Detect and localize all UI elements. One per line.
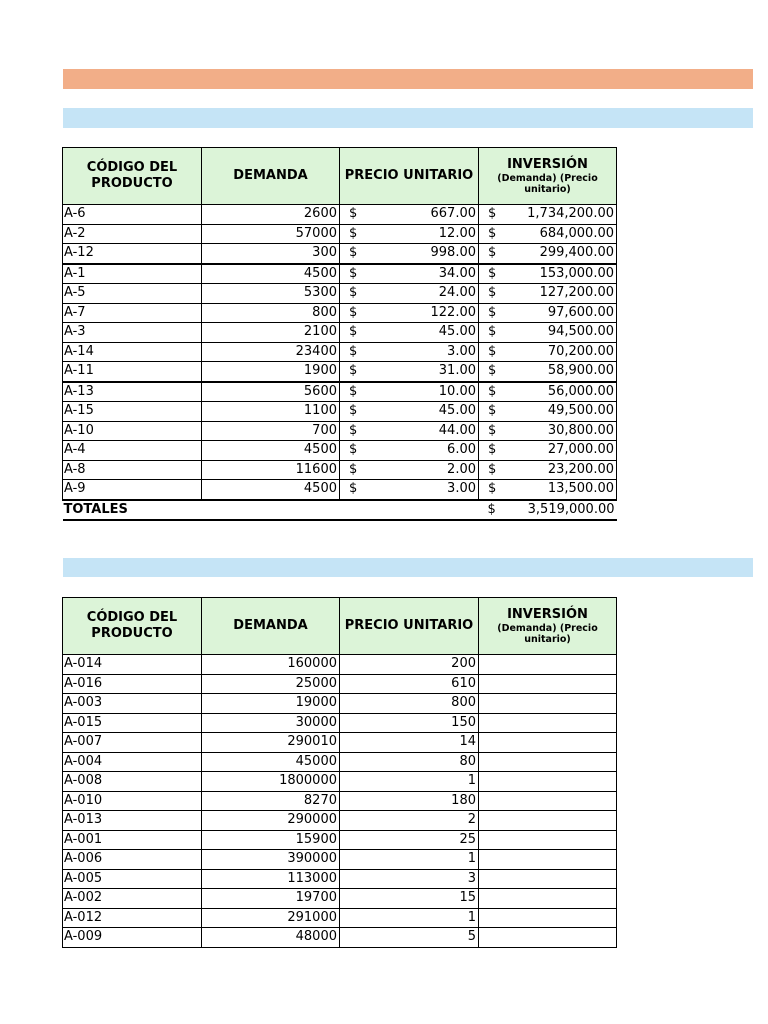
precio-cell-value: 10.00: [438, 383, 476, 399]
code-cell: A-14: [63, 342, 202, 362]
precio-cell-value: 24.00: [438, 285, 476, 301]
inversion-cell-value: 30,800.00: [547, 422, 614, 438]
precio-cell: 80: [340, 752, 479, 772]
code-cell: A-005: [63, 869, 202, 889]
currency-symbol: $: [349, 383, 358, 399]
currency-symbol: $: [349, 442, 358, 457]
precio-cell-value: 31.00: [438, 363, 476, 379]
table-row: [63, 441, 617, 461]
currency-symbol: $: [349, 245, 358, 260]
demanda-cell: 45000: [202, 752, 340, 772]
inversion-cell: [479, 402, 617, 422]
demanda-cell: 113000: [202, 869, 340, 889]
inversion-cell-value: 49,500.00: [547, 403, 614, 419]
header-inversion-title: INVERSIÓN: [507, 157, 588, 172]
inversion-cell: [479, 694, 617, 714]
code-cell: A-006: [63, 850, 202, 870]
table-row: [63, 830, 617, 850]
code-cell: A-4: [63, 441, 202, 461]
demanda-cell: 290010: [202, 733, 340, 753]
code-cell: A-008: [63, 772, 202, 792]
inversion-cell-value: 94,500.00: [547, 324, 614, 340]
code-cell: A-5: [63, 284, 202, 304]
currency-symbol: $: [349, 265, 358, 281]
demanda-cell: 4500: [202, 264, 340, 284]
header-precio: PRECIO UNITARIO: [340, 598, 479, 655]
demanda-cell: 57000: [202, 224, 340, 244]
code-cell: A-3: [63, 323, 202, 343]
table-row: [63, 713, 617, 733]
demanda-cell: 300: [202, 244, 340, 264]
table-row: [63, 402, 617, 422]
code-cell: A-009: [63, 928, 202, 948]
demanda-cell: 11600: [202, 460, 340, 480]
inversion-cell-value: 27,000.00: [547, 442, 614, 458]
inversion-cell: [479, 869, 617, 889]
inversion-cell-value: 684,000.00: [539, 225, 614, 241]
demanda-cell: 160000: [202, 655, 340, 675]
table-row: [63, 674, 617, 694]
inversion-cell: [479, 205, 617, 225]
header-inversion: [479, 148, 617, 205]
inversion-cell: [479, 224, 617, 244]
currency-symbol: $: [349, 422, 358, 438]
inversion-cell: [479, 928, 617, 948]
totals-value-value: 3,519,000.00: [527, 501, 615, 517]
currency-symbol: $: [349, 403, 358, 418]
precio-cell-value: 3.00: [447, 481, 476, 497]
precio-cell: [340, 284, 479, 304]
precio-cell-value: 3.00: [447, 343, 476, 359]
inversion-cell-value: 127,200.00: [539, 285, 614, 301]
inversion-cell: [479, 655, 617, 675]
demanda-cell: 4500: [202, 441, 340, 461]
precio-cell: [340, 244, 479, 264]
table-row: [63, 791, 617, 811]
currency-symbol: $: [488, 245, 497, 260]
demanda-cell: 23400: [202, 342, 340, 362]
currency-symbol: $: [349, 343, 358, 359]
table-row: [63, 284, 617, 304]
demanda-cell: 19700: [202, 889, 340, 909]
table-row: [63, 342, 617, 362]
code-cell: A-6: [63, 205, 202, 225]
table-row: [63, 655, 617, 675]
currency-symbol: $: [487, 501, 496, 517]
table-row: [63, 811, 617, 831]
table-row: [63, 244, 617, 264]
inversion-cell-value: 58,900.00: [547, 363, 614, 379]
code-cell: A-007: [63, 733, 202, 753]
orange-title-band: [63, 69, 753, 89]
inversion-cell: [479, 850, 617, 870]
currency-symbol: $: [349, 285, 358, 300]
precio-cell: [340, 205, 479, 225]
precio-cell-value: 667.00: [430, 206, 476, 222]
precio-cell: 25: [340, 830, 479, 850]
header-codigo: CÓDIGO DEL PRODUCTO: [63, 148, 202, 205]
demanda-cell: 5600: [202, 382, 340, 402]
inversion-cell-value: 299,400.00: [539, 245, 614, 261]
demanda-cell: 290000: [202, 811, 340, 831]
inversion-cell: [479, 382, 617, 402]
header-inversion-sub: (Demanda) (Precio unitario): [497, 173, 598, 195]
precio-cell: 1: [340, 908, 479, 928]
header-row: [63, 598, 617, 655]
precio-cell: 15: [340, 889, 479, 909]
precio-cell: [340, 421, 479, 441]
precio-cell: [340, 362, 479, 382]
inversion-cell: [479, 323, 617, 343]
inversion-cell: [479, 421, 617, 441]
header-demanda: DEMANDA: [202, 598, 340, 655]
precio-cell-value: 2.00: [447, 461, 476, 477]
currency-symbol: $: [488, 481, 497, 496]
precio-cell: [340, 402, 479, 422]
table-row: [63, 460, 617, 480]
demanda-cell: 5300: [202, 284, 340, 304]
blue-section-band-1: [63, 108, 753, 128]
precio-cell: 14: [340, 733, 479, 753]
demanda-cell: 25000: [202, 674, 340, 694]
precio-cell-value: 6.00: [447, 442, 476, 458]
precio-cell-value: 122.00: [430, 304, 476, 320]
code-cell: A-2: [63, 224, 202, 244]
demanda-cell: 8270: [202, 791, 340, 811]
inversion-cell: [479, 244, 617, 264]
precio-cell-value: 45.00: [438, 403, 476, 419]
currency-symbol: $: [488, 461, 497, 477]
inversion-cell-value: 13,500.00: [547, 481, 614, 497]
inversion-cell: [479, 733, 617, 753]
totals-label: TOTALES: [63, 500, 479, 521]
inversion-cell-value: 1,734,200.00: [527, 206, 614, 222]
code-cell: A-11: [63, 362, 202, 382]
demanda-cell: 15900: [202, 830, 340, 850]
header-inversion-title: INVERSIÓN: [507, 607, 588, 622]
precio-cell: 2: [340, 811, 479, 831]
precio-cell: 3: [340, 869, 479, 889]
precio-cell: 150: [340, 713, 479, 733]
precio-cell-value: 34.00: [438, 265, 476, 281]
currency-symbol: $: [488, 265, 497, 281]
code-cell: A-12: [63, 244, 202, 264]
code-cell: A-004: [63, 752, 202, 772]
demanda-cell: 48000: [202, 928, 340, 948]
demanda-cell: 1800000: [202, 772, 340, 792]
currency-symbol: $: [488, 324, 497, 339]
inversion-cell: [479, 791, 617, 811]
table-row: [63, 752, 617, 772]
table-row: [63, 869, 617, 889]
inversion-cell: [479, 441, 617, 461]
table-row: [63, 928, 617, 948]
currency-symbol: $: [488, 403, 497, 418]
table-row: [63, 889, 617, 909]
currency-symbol: $: [349, 481, 358, 496]
table-row: [63, 303, 617, 323]
table-row: [63, 908, 617, 928]
inversion-cell-value: 70,200.00: [547, 343, 614, 359]
precio-cell: 1: [340, 772, 479, 792]
code-cell: A-014: [63, 655, 202, 675]
demanda-cell: 800: [202, 303, 340, 323]
currency-symbol: $: [488, 363, 497, 378]
table-row: [63, 480, 617, 500]
table-row: [63, 205, 617, 225]
currency-symbol: $: [488, 343, 497, 359]
demanda-cell: 2100: [202, 323, 340, 343]
code-cell: A-1: [63, 264, 202, 284]
currency-symbol: $: [488, 225, 497, 241]
code-cell: A-013: [63, 811, 202, 831]
currency-symbol: $: [488, 285, 497, 300]
inversion-cell: [479, 811, 617, 831]
inversion-cell-value: 97,600.00: [547, 304, 614, 320]
precio-cell: [340, 441, 479, 461]
table-row: [63, 323, 617, 343]
precio-cell: [340, 342, 479, 362]
blue-section-band-2: [63, 558, 753, 577]
precio-cell: 1: [340, 850, 479, 870]
inversion-cell: [479, 772, 617, 792]
currency-symbol: $: [349, 363, 358, 378]
inversion-cell: [479, 908, 617, 928]
code-cell: A-9: [63, 480, 202, 500]
inversion-cell: [479, 830, 617, 850]
inversion-cell-value: 23,200.00: [547, 461, 614, 477]
table-row: [63, 733, 617, 753]
table-row: [63, 224, 617, 244]
table-row: [63, 421, 617, 441]
currency-symbol: $: [488, 442, 497, 457]
precio-cell: [340, 264, 479, 284]
precio-cell: [340, 460, 479, 480]
inversion-cell: [479, 752, 617, 772]
inversion-cell: [479, 460, 617, 480]
code-cell: A-15: [63, 402, 202, 422]
code-cell: A-001: [63, 830, 202, 850]
code-cell: A-7: [63, 303, 202, 323]
currency-symbol: $: [488, 422, 497, 438]
precio-cell: 5: [340, 928, 479, 948]
currency-symbol: $: [488, 383, 497, 399]
table-row: [63, 694, 617, 714]
demanda-cell: 291000: [202, 908, 340, 928]
precio-cell: [340, 224, 479, 244]
demanda-cell: 1100: [202, 402, 340, 422]
demanda-cell: 4500: [202, 480, 340, 500]
precio-cell: [340, 382, 479, 402]
code-cell: A-016: [63, 674, 202, 694]
investment-table-1: [62, 147, 617, 521]
inversion-cell: [479, 674, 617, 694]
currency-symbol: $: [349, 461, 358, 477]
code-cell: A-015: [63, 713, 202, 733]
totals-row: [63, 500, 617, 521]
code-cell: A-012: [63, 908, 202, 928]
table-row: [63, 850, 617, 870]
currency-symbol: $: [349, 225, 358, 241]
investment-table-2: [62, 597, 617, 948]
currency-symbol: $: [349, 324, 358, 339]
table-row: [63, 264, 617, 284]
header-inversion: [479, 598, 617, 655]
currency-symbol: $: [349, 206, 358, 221]
demanda-cell: 1900: [202, 362, 340, 382]
code-cell: A-13: [63, 382, 202, 402]
currency-symbol: $: [349, 304, 358, 320]
precio-cell-value: 998.00: [430, 245, 476, 261]
inversion-cell: [479, 303, 617, 323]
precio-cell: 610: [340, 674, 479, 694]
inversion-cell: [479, 713, 617, 733]
totals-value: [479, 500, 617, 521]
code-cell: A-003: [63, 694, 202, 714]
precio-cell: [340, 323, 479, 343]
code-cell: A-10: [63, 421, 202, 441]
table-row: [63, 772, 617, 792]
precio-cell: [340, 480, 479, 500]
precio-cell-value: 12.00: [438, 225, 476, 241]
demanda-cell: 2600: [202, 205, 340, 225]
precio-cell: 180: [340, 791, 479, 811]
inversion-cell: [479, 362, 617, 382]
header-inversion-sub: (Demanda) (Precio unitario): [497, 623, 598, 645]
code-cell: A-002: [63, 889, 202, 909]
demanda-cell: 19000: [202, 694, 340, 714]
precio-cell: 800: [340, 694, 479, 714]
inversion-cell: [479, 284, 617, 304]
precio-cell: 200: [340, 655, 479, 675]
demanda-cell: 390000: [202, 850, 340, 870]
precio-cell: [340, 303, 479, 323]
precio-cell-value: 44.00: [438, 422, 476, 438]
inversion-cell: [479, 264, 617, 284]
precio-cell-value: 45.00: [438, 324, 476, 340]
inversion-cell-value: 56,000.00: [547, 383, 614, 399]
currency-symbol: $: [488, 206, 497, 221]
inversion-cell: [479, 480, 617, 500]
header-row: [63, 148, 617, 205]
inversion-cell: [479, 889, 617, 909]
header-codigo: CÓDIGO DEL PRODUCTO: [63, 598, 202, 655]
table-row: [63, 382, 617, 402]
demanda-cell: 700: [202, 421, 340, 441]
table-row: [63, 362, 617, 382]
demanda-cell: 30000: [202, 713, 340, 733]
currency-symbol: $: [488, 304, 497, 320]
code-cell: A-010: [63, 791, 202, 811]
inversion-cell: [479, 342, 617, 362]
header-demanda: DEMANDA: [202, 148, 340, 205]
header-precio: PRECIO UNITARIO: [340, 148, 479, 205]
code-cell: A-8: [63, 460, 202, 480]
inversion-cell-value: 153,000.00: [539, 265, 614, 281]
